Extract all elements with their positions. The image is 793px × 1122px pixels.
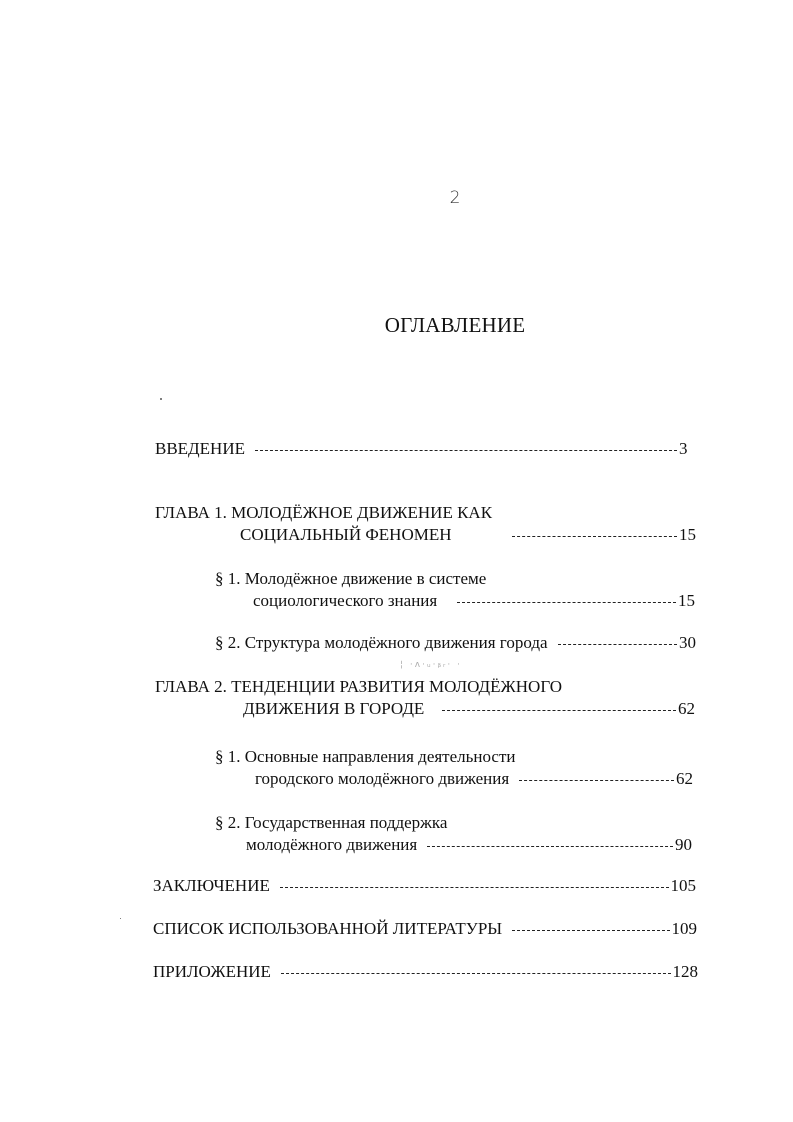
toc-entry-title-cont: СОЦИАЛЬНЫЙ ФЕНОМЕН [240,525,452,544]
toc-entry-page: 105 [670,876,696,895]
toc-entry-page: 3 [679,439,688,458]
page-number: 2 [449,188,461,208]
toc-entry-chapter-1[interactable] [240,524,696,546]
toc-entry-introduction[interactable] [155,438,693,460]
toc-entry-page: 109 [671,919,697,938]
dot-leader [519,780,674,781]
dot-leader [457,602,676,603]
toc-entry-chapter-2[interactable] [243,698,695,720]
toc-entry-section-2-2-title[interactable]: § 2. Государственная поддержка [215,813,448,832]
dot-leader [558,644,677,645]
toc-entry-title: § 2. Структура молодёжного движения города [215,633,548,652]
toc-entry-page: 15 [679,525,696,544]
scan-speck [160,398,162,400]
toc-entry-section-1-1-title[interactable]: § 1. Молодёжное движение в системе [215,569,487,588]
toc-entry-title-cont: молодёжного движения [246,835,418,854]
toc-title: ОГЛАВЛЕНИЕ [384,313,526,337]
toc-entry-title: ЗАКЛЮЧЕНИЕ [153,876,270,895]
dot-leader [281,973,671,974]
dot-leader [512,536,677,537]
toc-entry-title: СПИСОК ИСПОЛЬЗОВАННОЙ ЛИТЕРАТУРЫ [153,919,503,938]
dot-leader [427,846,673,847]
dot-leader [280,887,669,888]
toc-entry-title-cont: городского молодёжного движения [255,769,510,788]
toc-entry-title: ВВЕДЕНИЕ [155,439,245,458]
scan-smudge: ¦ ·ʌ·ᵤ·ᵦᵣ· · [400,660,462,670]
dot-leader [512,930,669,931]
toc-entry-page: 30 [679,633,696,652]
toc-entry-page: 62 [678,699,695,718]
toc-entry-chapter-1-title[interactable]: ГЛАВА 1. МОЛОДЁЖНОЕ ДВИЖЕНИЕ КАК [155,503,493,522]
toc-entry-page: 15 [678,591,695,610]
toc-entry-section-1-1[interactable] [253,590,695,612]
toc-entry-title-cont: социологического знания [253,591,438,610]
scan-speck [120,918,121,919]
toc-entry-page: 128 [672,962,698,981]
toc-entry-section-2-2[interactable] [246,834,692,856]
dot-leader [255,450,677,451]
toc-entry-page: 90 [675,835,692,854]
dot-leader [442,710,676,711]
toc-entry-title-cont: ДВИЖЕНИЯ В ГОРОДЕ [243,699,425,718]
toc-entry-section-1-2[interactable] [215,632,696,654]
toc-entry-title: ПРИЛОЖЕНИЕ [153,962,271,981]
toc-entry-bibliography[interactable] [153,918,697,940]
toc-entry-page: 62 [676,769,693,788]
toc-entry-section-2-1-title[interactable]: § 1. Основные направления деятельности [215,747,516,766]
toc-entry-section-2-1[interactable] [255,768,693,790]
toc-entry-conclusion[interactable] [153,875,696,897]
toc-entry-appendix[interactable] [153,961,698,983]
toc-entry-chapter-2-title[interactable]: ГЛАВА 2. ТЕНДЕНЦИИ РАЗВИТИЯ МОЛОДЁЖНОГО [155,677,563,696]
